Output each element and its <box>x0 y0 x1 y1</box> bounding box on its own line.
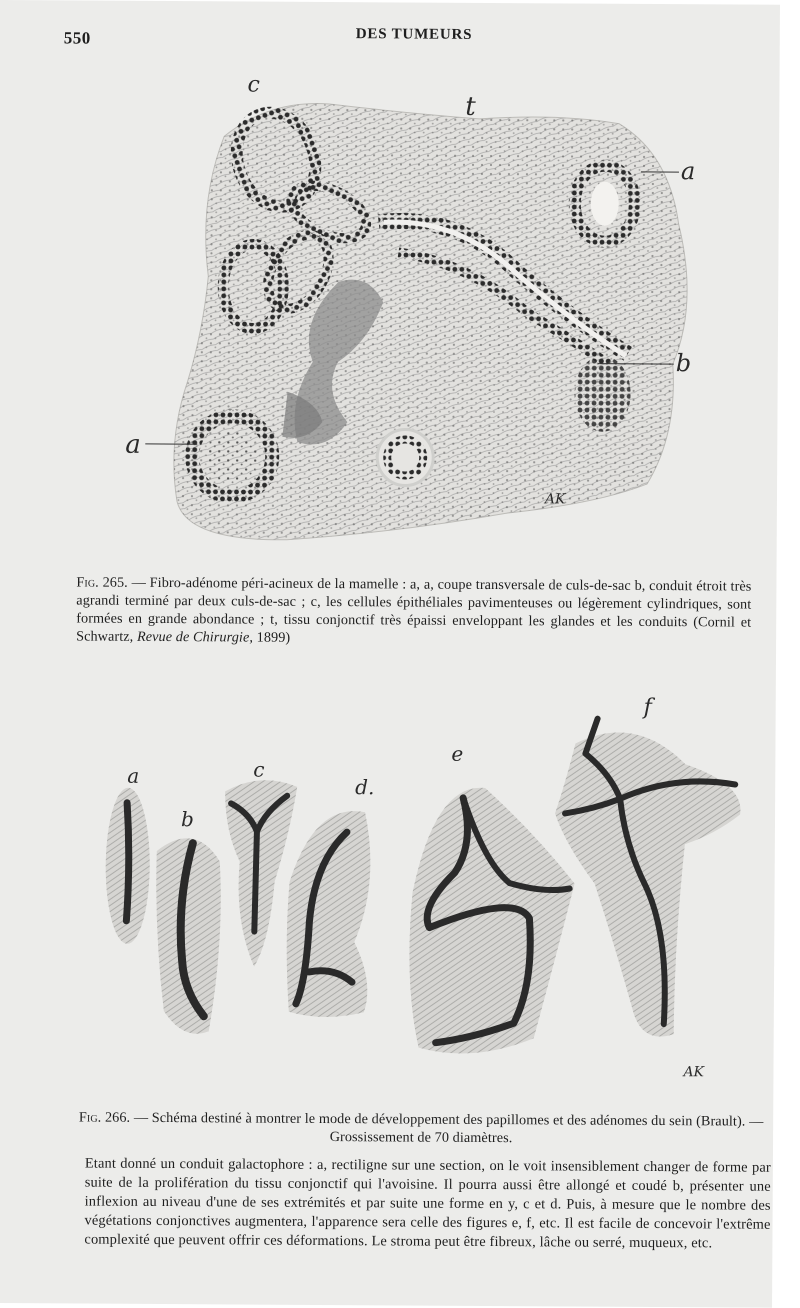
diagram-c <box>224 780 297 967</box>
caption-fig-265 <box>76 573 751 649</box>
caption-lead: Fig. 266. <box>79 1110 130 1126</box>
acinus-center <box>377 429 433 485</box>
signature-ak: AK <box>543 491 567 507</box>
label-d: d. <box>355 775 374 799</box>
diagram-a <box>105 788 150 944</box>
figure-265-illustration <box>37 60 760 554</box>
page-number: 550 <box>64 28 91 48</box>
label-c: c <box>253 758 264 782</box>
signature-ak: AK <box>681 1064 705 1080</box>
caption-text: — Fibro-adénome péri-acineux de la mamelle : a, a, coupe transversale de culs-de-sac b, conduit étroit très agrandi terminé par deux culs-de-sac ; c, les cellules épithéliales pavimenteuses ou légèrement cylindriques, sont formées en grande abondance ; t, tissu conjonctif très épaissi enveloppant les glandes et les conduits (Cornil et Schwartz, <box>76 575 751 645</box>
diagram-f <box>554 718 741 1037</box>
figure-265 <box>37 60 760 554</box>
figure-266 <box>33 680 775 1095</box>
label-c: c <box>247 73 259 98</box>
label-a-left: a <box>125 430 141 460</box>
label-t: t <box>465 92 476 122</box>
label-b: b <box>676 349 692 377</box>
caption-fig-266 <box>71 1108 771 1148</box>
figure-266-illustration <box>33 680 775 1095</box>
caption-lead: Fig. 265. <box>76 574 128 590</box>
diagram-b <box>155 838 221 1034</box>
diagram-e <box>409 787 575 1054</box>
label-b: b <box>181 807 194 831</box>
diagram-d <box>286 811 370 1018</box>
body-paragraph <box>84 1155 771 1254</box>
label-e: e <box>451 742 463 766</box>
caption-text: — Schéma destiné à montrer le mode de développement des papillomes et des adénomes du sein (Brault). — Grossissement de 70 diamètres. <box>134 1110 764 1146</box>
running-head <box>0 22 780 51</box>
running-title: DES TUMEURS <box>356 26 473 44</box>
caption-year: 1899) <box>253 630 290 646</box>
label-f: f <box>642 695 656 720</box>
paragraph-text: Etant donné un conduit galactophore : a, rectiligne sur une section, on le voit insensiblement changer de forme par suite de la prolifération du tissu conjonctif qui l'avoisine. Il pourra aussi être allongé et coudé b, présenter une inflexion au niveau d'une de ses extrémités et par suite une forme en y, c et d. Puis, à mesure que le nombre des végétations conjonctives augmentera, l'apparence sera celle des figures e, f, etc. Il est facile de concevoir l'extrême complexité que peuvent offrir ces déformations. Le stroma peut être fibreux, lâche ou serré, muqueux, etc. <box>84 1155 771 1254</box>
label-a: a <box>127 764 139 788</box>
label-a-top: a <box>681 157 695 185</box>
caption-journal: Revue de Chirurgie, <box>137 629 253 646</box>
